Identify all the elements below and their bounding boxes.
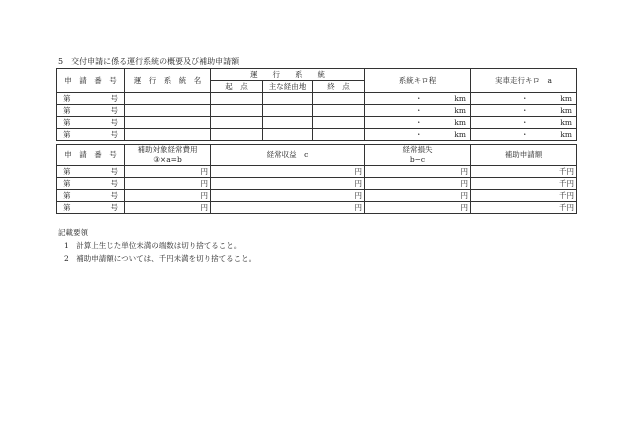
header-revenue: 経常収益 c [211,145,365,166]
header-actual-km: 実車走行キロ a [471,69,577,93]
header-loss [365,145,471,166]
actual-km-cell-value [473,106,574,116]
header-route: 運 行 系 統 [211,69,365,81]
unit-km: km [560,105,573,115]
application-no-label [59,106,122,116]
table-row [57,105,577,117]
application-no-cell [57,166,125,178]
decimal-dot: ・ [521,129,529,139]
application-no-cell [57,190,125,202]
end-cell [313,105,365,117]
application-no-label [59,118,122,128]
loss-cell: 円 [365,190,471,202]
via-cell [263,117,313,129]
table-row [57,166,577,178]
row-suffix: 号 [110,129,118,139]
section-heading: 5 交付申請に係る運行系統の概要及び補助申請額 [58,57,240,66]
start-cell [211,117,263,129]
row-suffix: 号 [110,202,118,212]
route-name-cell [125,105,211,117]
subsidy-amount-cell: 千円 [471,202,577,214]
route-km-cell [365,117,471,129]
decimal-dot: ・ [415,93,423,103]
subsidy-cost-cell: 円 [125,190,211,202]
row-suffix: 号 [110,166,118,176]
route-km-cell-value [367,106,468,116]
application-no-cell [57,129,125,141]
header-application-no: 申 請 番 号 [57,69,125,93]
route-km-cell-value [367,94,468,104]
unit-km: km [454,93,467,103]
header-loss-line2: b−c [409,155,426,164]
row-suffix: 号 [110,93,118,103]
table-row [57,178,577,190]
route-km-cell [365,105,471,117]
start-cell [211,93,263,105]
subsidy-body [57,166,577,214]
route-km-cell [365,129,471,141]
header-subsidy-amount: 補助申請額 [471,145,577,166]
row-prefix: 第 [63,178,71,188]
unit-km: km [560,117,573,127]
route-overview-body [57,93,577,141]
header-route-name: 運 行 系 統 名 [125,69,211,93]
row-prefix: 第 [63,190,71,200]
decimal-dot: ・ [521,93,529,103]
header-route-km: 系統キロ程 [365,69,471,93]
unit-km: km [454,105,467,115]
revenue-cell: 円 [211,166,365,178]
end-cell [313,129,365,141]
unit-km: km [454,117,467,127]
route-km-cell-value [367,130,468,140]
note-item-1: 1 計算上生じた単位未満の端数は切り捨てること。 [64,241,242,250]
unit-km: km [454,129,467,139]
subsidy-cost-cell: 円 [125,202,211,214]
unit-km: km [560,129,573,139]
row-suffix: 号 [110,105,118,115]
start-cell [211,129,263,141]
unit-km: km [560,93,573,103]
application-no-label [59,203,122,213]
via-cell [263,93,313,105]
application-no-label [59,130,122,140]
application-no-cell [57,105,125,117]
table-row [57,93,577,105]
subsidy-cost-cell: 円 [125,166,211,178]
notes-title: 記載要領 [58,228,88,237]
header-via: 主な経由地 [263,81,313,93]
decimal-dot: ・ [521,117,529,127]
row-prefix: 第 [63,117,71,127]
revenue-cell: 円 [211,178,365,190]
route-overview-table [56,68,577,141]
header2-application-no: 申 請 番 号 [57,145,125,166]
table-row [57,190,577,202]
table-row [57,129,577,141]
revenue-cell: 円 [211,190,365,202]
revenue-cell: 円 [211,202,365,214]
start-cell [211,105,263,117]
subsidy-amount-cell: 千円 [471,190,577,202]
actual-km-cell-value [473,94,574,104]
route-km-cell [365,93,471,105]
decimal-dot: ・ [415,129,423,139]
header-loss-line1: 経常損失 [402,145,433,154]
loss-cell: 円 [365,202,471,214]
header-subsidy-cost-line2: ③×a=b [153,155,182,164]
actual-km-cell [471,93,577,105]
route-name-cell [125,93,211,105]
application-no-label [59,179,122,189]
application-no-label [59,191,122,201]
row-suffix: 号 [110,190,118,200]
via-cell [263,129,313,141]
header-start: 起 点 [211,81,263,93]
subsidy-cost-cell: 円 [125,178,211,190]
loss-cell: 円 [365,178,471,190]
decimal-dot: ・ [521,105,529,115]
application-no-cell [57,93,125,105]
application-no-label [59,167,122,177]
table-row [57,117,577,129]
loss-cell: 円 [365,166,471,178]
header-subsidy-cost [125,145,211,166]
decimal-dot: ・ [415,105,423,115]
via-cell [263,105,313,117]
row-prefix: 第 [63,93,71,103]
actual-km-cell [471,129,577,141]
route-name-cell [125,117,211,129]
route-name-cell [125,129,211,141]
row-suffix: 号 [110,178,118,188]
actual-km-cell-value [473,130,574,140]
actual-km-cell-value [473,118,574,128]
row-prefix: 第 [63,105,71,115]
application-no-cell [57,117,125,129]
notes-section [58,226,256,265]
route-km-cell-value [367,118,468,128]
row-prefix: 第 [63,129,71,139]
decimal-dot: ・ [415,117,423,127]
actual-km-cell [471,105,577,117]
subsidy-amount-cell: 千円 [471,178,577,190]
end-cell [313,117,365,129]
end-cell [313,93,365,105]
header-end: 終 点 [313,81,365,93]
table-row [57,202,577,214]
row-prefix: 第 [63,166,71,176]
application-no-cell [57,178,125,190]
subsidy-amount-cell: 千円 [471,166,577,178]
application-no-label [59,94,122,104]
row-suffix: 号 [110,117,118,127]
header-subsidy-cost-line1: 補助対象経常費用 [137,145,198,154]
subsidy-table [56,144,577,214]
note-item-2: 2 補助申請額については、千円未満を切り捨てること。 [64,254,257,263]
application-no-cell [57,202,125,214]
actual-km-cell [471,117,577,129]
row-prefix: 第 [63,202,71,212]
